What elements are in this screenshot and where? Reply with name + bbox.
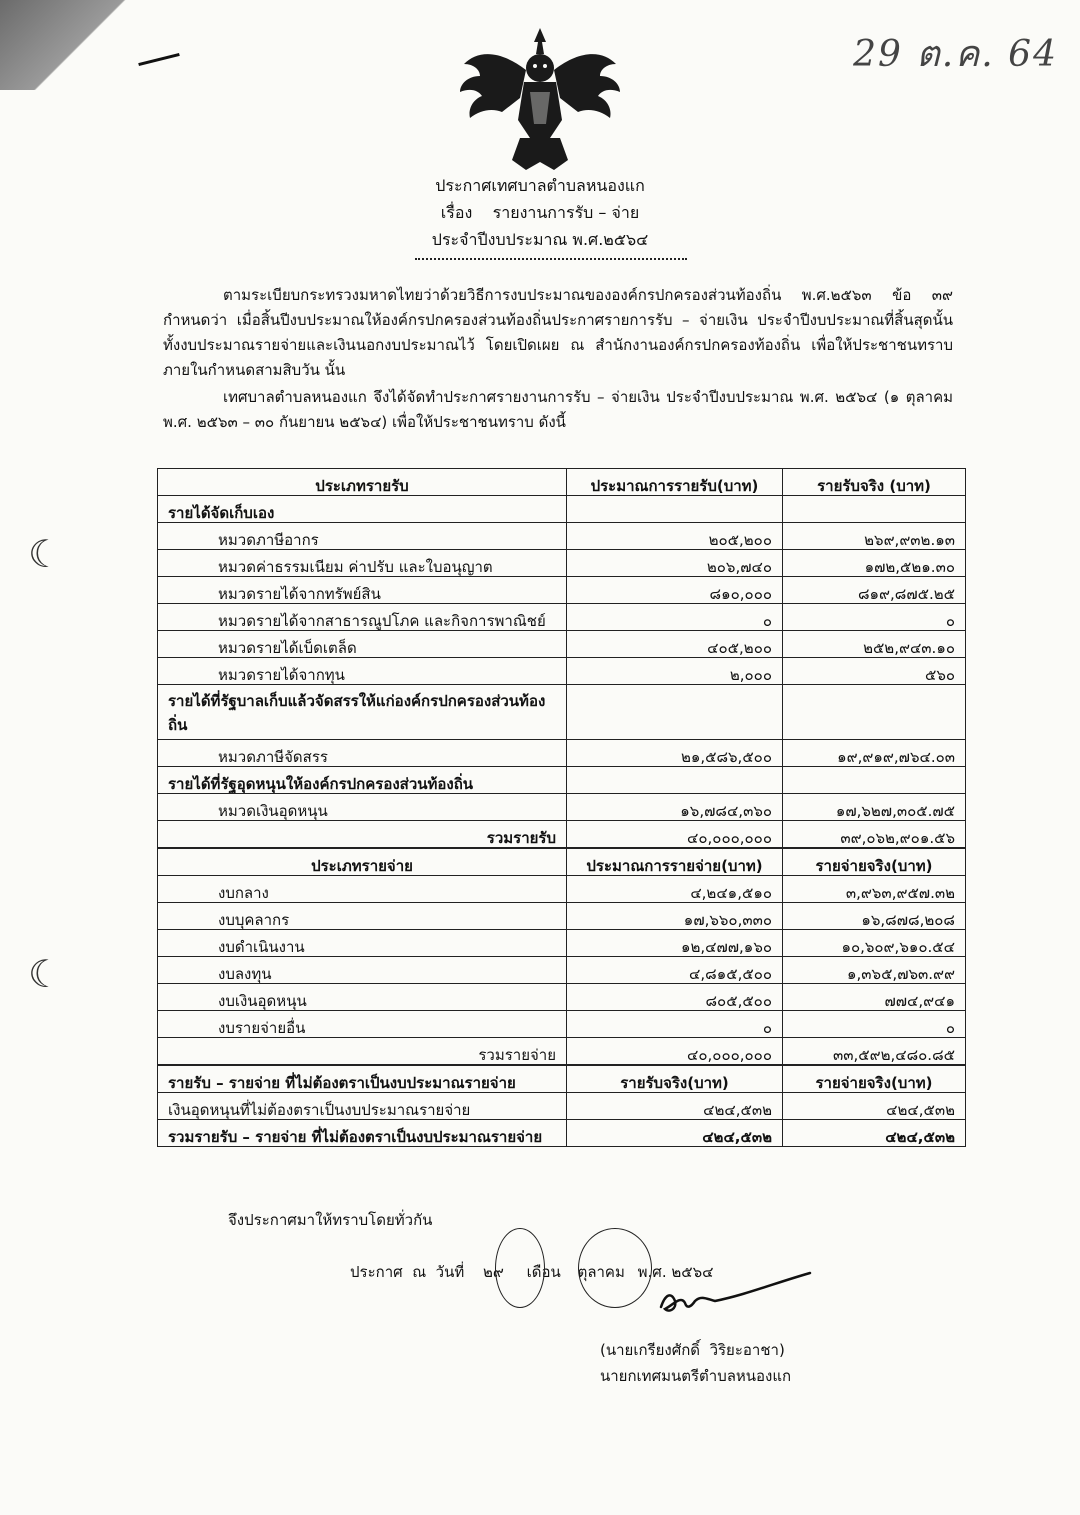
row-label: หมวดภาษีอากร	[158, 523, 567, 550]
actual-cell: ๐	[783, 1011, 966, 1038]
estimate-cell: ๒,๐๐๐	[567, 658, 783, 685]
budget-table	[157, 468, 966, 1147]
punch-hole-mark: ☾	[28, 532, 63, 576]
row-label: งบกลาง	[158, 876, 567, 903]
estimate-cell: ๔,๒๔๑,๕๑๐	[567, 876, 783, 903]
row-label: หมวดค่าธรรมเนียม ค่าปรับ และใบอนุญาต	[158, 550, 567, 577]
table-row	[158, 1011, 966, 1038]
actual-cell: ๐	[783, 604, 966, 631]
income-cell: ๔๒๔,๕๓๒	[567, 1093, 783, 1120]
row-label: เงินอุดหนุนที่ไม่ต้องตราเป็นงบประมาณรายจ่าย	[158, 1093, 567, 1120]
dotted-divider	[415, 258, 687, 260]
income-cell: ๔๒๔,๕๓๒	[567, 1120, 783, 1147]
expense-header-row	[158, 848, 966, 876]
total-label: รวมรายรับ	[158, 821, 567, 849]
column-header: ประมาณการรายรับ(บาท)	[567, 469, 783, 496]
extra-header-row	[158, 1065, 966, 1093]
expense-cell: ๔๒๔,๕๓๒	[783, 1093, 966, 1120]
total-label: รวมรายจ่าย	[158, 1038, 567, 1066]
group-label: รายได้จัดเก็บเอง	[158, 496, 567, 523]
column-header: รายรับจริง (บาท)	[783, 469, 966, 496]
announcement-day: ๒๙	[483, 1263, 504, 1281]
actual-cell: ๑๖,๘๗๘,๒๐๘	[783, 903, 966, 930]
announcement-year: พ.ศ. ๒๕๖๔	[637, 1263, 714, 1281]
estimate-cell: ๔,๘๑๕,๕๐๐	[567, 957, 783, 984]
estimate-cell: ๑๒,๔๗๗,๑๖๐	[567, 930, 783, 957]
column-header: ประเภทรายจ่าย	[158, 848, 567, 876]
hand-drawn-circle	[495, 1228, 545, 1308]
estimate-cell: ๘๐๕,๕๐๐	[567, 984, 783, 1011]
table-row	[158, 876, 966, 903]
intro-paragraph-2	[163, 385, 953, 435]
table-row	[158, 740, 966, 767]
actual-cell: ๒๖๙,๙๓๒.๑๓	[783, 523, 966, 550]
table-row	[158, 1093, 966, 1120]
table-row	[158, 577, 966, 604]
column-header: รายจ่ายจริง(บาท)	[783, 848, 966, 876]
punch-hole-mark: ☾	[28, 952, 63, 996]
estimate-cell: ๔๐,๐๐๐,๐๐๐	[567, 1038, 783, 1066]
group-label: รายได้ที่รัฐอุดหนุนให้องค์กรปกครองส่วนท้องถิ่น	[158, 767, 567, 794]
row-label: หมวดรายได้จากทุน	[158, 658, 567, 685]
table-row	[158, 685, 966, 740]
table-row	[158, 957, 966, 984]
paragraph-1: ตามระเบียบกระทรวงมหาดไทยว่าด้วยวิธีการงบประมาณขององค์กรปกครองส่วนท้องถิ่น พ.ศ.๒๕๖๓ ข้อ ๓๙ กำหนดว่า เมื่อสิ้นปีงบประมาณให้องค์กรปกครองส่วนท้องถิ่นประกาศรายการรับ – จ่ายเงิน ประจำปีงบประมาณที่สิ้นสุดนั้น ทั้งงบประมาณรายจ่ายและเงินนอกงบประมาณไว้ โดยเปิดเผย ณ สำนักงานองค์กรปกครองท้องถิ่น เพื่อให้ประชาชนทราบภายในกำหนดสามสิบวัน นั้น	[163, 286, 953, 379]
table-row	[158, 604, 966, 631]
table-row	[158, 930, 966, 957]
intro-paragraph	[163, 283, 953, 383]
table-row	[158, 523, 966, 550]
estimate-cell: ๒๐๕,๒๐๐	[567, 523, 783, 550]
table-row	[158, 767, 966, 794]
announcement-month-label: เดือน	[526, 1263, 561, 1281]
income-total-row	[158, 821, 966, 849]
estimate-cell: ๔๐,๐๐๐,๐๐๐	[567, 821, 783, 849]
expense-total-row	[158, 1038, 966, 1066]
estimate-cell: ๐	[567, 604, 783, 631]
row-label: หมวดรายได้เบ็ดเตล็ด	[158, 631, 567, 658]
table-row	[158, 631, 966, 658]
total-label: รวมรายรับ – รายจ่าย ที่ไม่ต้องตราเป็นงบประมาณรายจ่าย	[158, 1120, 567, 1147]
actual-cell: ๑๗๒,๕๒๑.๓๐	[783, 550, 966, 577]
signer-name: (นายเกรียงศักดิ์ วิริยะอาชา)	[600, 1341, 785, 1359]
actual-cell: ๑๗,๖๒๗,๓๐๕.๗๕	[783, 794, 966, 821]
estimate-cell: ๒๑,๕๘๖,๕๐๐	[567, 740, 783, 767]
document-header	[0, 172, 1080, 253]
extra-total-row	[158, 1120, 966, 1147]
group-label: รายได้ที่รัฐบาลเก็บแล้วจัดสรรให้แก่องค์กรปกครองส่วนท้องถิ่น	[158, 685, 567, 740]
column-header: ประเภทรายรับ	[158, 469, 567, 496]
signer-title: นายกเทศมนตรีตำบลหนองแก	[600, 1367, 792, 1385]
table-row	[158, 658, 966, 685]
table-row	[158, 794, 966, 821]
row-label: หมวดรายได้จากสาธารณูปโภค และกิจการพาณิชย์	[158, 604, 567, 631]
estimate-cell: ๐	[567, 1011, 783, 1038]
actual-cell: ๗๗๔,๙๔๑	[783, 984, 966, 1011]
table-row	[158, 903, 966, 930]
row-label: งบเงินอุดหนุน	[158, 984, 567, 1011]
actual-cell: ๑๐,๖๐๙,๖๑๐.๕๔	[783, 930, 966, 957]
row-label: งบรายจ่ายอื่น	[158, 1011, 567, 1038]
column-header: รายรับ – รายจ่าย ที่ไม่ต้องตราเป็นงบประมาณรายจ่าย	[158, 1065, 567, 1093]
announcement-prefix: ประกาศ ณ วันที่	[350, 1263, 465, 1281]
actual-cell: ๓,๙๖๓,๙๕๗.๓๒	[783, 876, 966, 903]
table-row	[158, 550, 966, 577]
income-header-row	[158, 469, 966, 496]
header-line-3: ประจำปีงบประมาณ พ.ศ.๒๕๖๔	[431, 230, 649, 249]
closing-text: จึงประกาศมาให้ทราบโดยทั่วกัน	[228, 1211, 433, 1229]
row-label: งบดำเนินงาน	[158, 930, 567, 957]
row-label: งบลงทุน	[158, 957, 567, 984]
actual-cell: ๓๓,๕๙๒,๔๘๐.๘๕	[783, 1038, 966, 1066]
column-header: ประมาณการรายจ่าย(บาท)	[567, 848, 783, 876]
estimate-cell: ๑๖,๗๘๔,๓๖๐	[567, 794, 783, 821]
garuda-emblem-icon	[450, 20, 630, 180]
expense-cell: ๔๒๔,๕๓๒	[783, 1120, 966, 1147]
handwritten-date: 29 ต.ค. 64	[853, 34, 1058, 75]
actual-cell: ๒๕๒,๙๔๓.๑๐	[783, 631, 966, 658]
table-row	[158, 496, 966, 523]
column-header: รายรับจริง(บาท)	[567, 1065, 783, 1093]
actual-cell: ๘๑๙,๘๗๕.๒๕	[783, 577, 966, 604]
row-label: งบบุคลากร	[158, 903, 567, 930]
hand-drawn-circle	[578, 1228, 652, 1308]
actual-cell: ๑,๓๖๕,๗๖๓.๙๙	[783, 957, 966, 984]
actual-cell: ๕๖๐	[783, 658, 966, 685]
signature-scribble	[655, 1265, 815, 1325]
header-line-1: ประกาศเทศบาลตำบลหนองแก	[435, 176, 645, 195]
estimate-cell: ๒๐๖,๗๔๐	[567, 550, 783, 577]
row-label: หมวดเงินอุดหนุน	[158, 794, 567, 821]
column-header: รายจ่ายจริง(บาท)	[783, 1065, 966, 1093]
row-label: หมวดรายได้จากทรัพย์สิน	[158, 577, 567, 604]
paragraph-2: เทศบาลตำบลหนองแก จึงได้จัดทำประกาศรายงานการรับ – จ่ายเงิน ประจำปีงบประมาณ พ.ศ. ๒๕๖๔ (๑ ตุลาคม พ.ศ. ๒๕๖๓ – ๓๐ กันยายน ๒๕๖๔) เพื่อให้ประชาชนทราบ ดังนี้	[163, 388, 953, 431]
scan-corner-shadow	[0, 0, 135, 90]
announcement-month: ตุลาคม	[577, 1263, 625, 1281]
estimate-cell: ๘๑๐,๐๐๐	[567, 577, 783, 604]
row-label: หมวดภาษีจัดสรร	[158, 740, 567, 767]
estimate-cell: ๑๗,๖๖๐,๓๓๐	[567, 903, 783, 930]
estimate-cell: ๔๐๕,๒๐๐	[567, 631, 783, 658]
actual-cell: ๓๙,๐๖๒,๙๐๑.๕๖	[783, 821, 966, 849]
pen-mark	[138, 53, 179, 66]
table-row	[158, 984, 966, 1011]
header-line-2: เรื่อง รายงานการรับ – จ่าย	[440, 203, 640, 222]
actual-cell: ๑๙,๙๑๙,๗๖๔.๐๓	[783, 740, 966, 767]
